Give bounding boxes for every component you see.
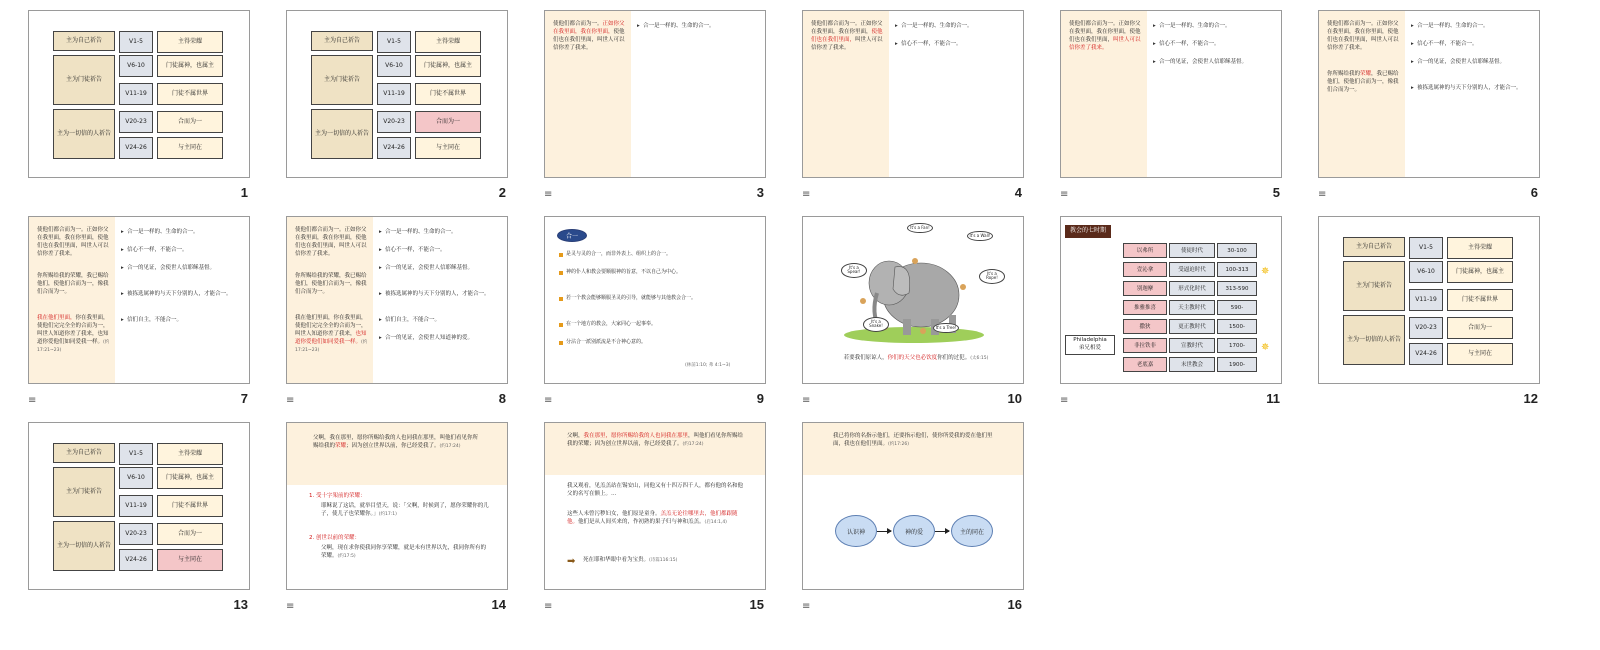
outline-section: 主为一切信的人祈告: [53, 521, 115, 571]
header-band: [287, 423, 508, 485]
notes-icon[interactable]: ≡: [286, 395, 295, 406]
head-b: ，叫他们看见你所赐给我的荣耀；因为创立世界以前，你已经爱我了。: [567, 433, 744, 447]
outline-topic: 与主同在: [1447, 343, 1513, 365]
slide-thumbnail[interactable]: [528, 206, 768, 406]
oneness-text-c: 使他们也在我们里面，: [1069, 28, 1141, 43]
outline-verse: V11-19: [1409, 289, 1443, 311]
church-era: 形式化时代: [1169, 281, 1215, 296]
slide-canvas[interactable]: [802, 10, 1024, 178]
slide-thumbnail[interactable]: [1302, 0, 1542, 200]
flow-arrow: [877, 531, 891, 532]
slide-canvas[interactable]: [544, 216, 766, 384]
outline-topic: 合而为一: [1447, 317, 1513, 339]
notes-icon[interactable]: ≡: [802, 189, 811, 200]
glory-paragraph: [1327, 71, 1403, 95]
slide-number: 4: [1014, 185, 1022, 200]
flow-node: 主的同在: [951, 515, 993, 547]
slide-canvas[interactable]: [802, 422, 1024, 590]
oneness-text-b: 正如你父在我里面，我在你里面，: [811, 21, 883, 35]
church-name: 老底嘉: [1123, 357, 1167, 372]
slide15-heading: [567, 433, 747, 449]
oneness-paragraph: [37, 227, 113, 259]
glory-c: ，我已赐给他们，使他们合而为一，像我们合而为一。: [295, 273, 367, 295]
elephant-leg: [903, 319, 911, 335]
oneness-text-b: 正如你父在我里面，我在你里面，: [1327, 21, 1399, 35]
oneness-text-a: 使他们都合而为一。: [295, 227, 345, 233]
slide-number: 13: [233, 597, 248, 612]
notes-icon[interactable]: ≡: [1318, 189, 1327, 200]
outline-verse: V24-26: [119, 137, 153, 159]
slide-canvas[interactable]: [28, 10, 250, 178]
philadelphia-label: [1065, 335, 1115, 355]
outline-verse: V1-5: [119, 31, 153, 53]
notes-icon[interactable]: ≡: [544, 189, 553, 200]
bullet-item: ▸ 信心不一样，不能合一。: [1153, 41, 1273, 49]
list-item: 在一个地方的教会，大家同心一起事奉。: [559, 321, 755, 328]
bullet-item: ▸ 信心不一样，不能合一。: [1411, 41, 1531, 49]
philadelphia-cn: 弟兄相爱: [1078, 344, 1101, 351]
outline-verse: V11-19: [119, 83, 153, 105]
outline-section: 主为门徒祈告: [53, 55, 115, 105]
list-item: 若一个教会能够顺服圣灵的引导，就能够与其他教会合一。: [559, 295, 755, 302]
oneness-text-d: 叫世人可以信你差了我来。: [37, 242, 109, 257]
church-era: 更正教时代: [1169, 319, 1215, 334]
star-icon: ✵: [1261, 266, 1270, 277]
oneness-text-a: 使他们都合而为一。: [553, 21, 603, 27]
outline-verse: V1-5: [119, 443, 153, 465]
outline-verse: V6-10: [377, 55, 411, 77]
church-name: 壹沁拿: [1123, 262, 1167, 277]
item1-body: [321, 503, 491, 519]
me-in-paragraph: [295, 315, 371, 355]
head-red: 我在那里，愿你所赐给我的人也同我在那里: [583, 433, 689, 439]
outline-topic: 与主同在: [157, 549, 223, 571]
slide-thumbnail[interactable]: [12, 206, 252, 406]
slide-number: 7: [240, 391, 248, 406]
church-year: 1500-: [1217, 319, 1257, 334]
slide-thumbnail[interactable]: [1044, 206, 1284, 406]
oneness-paragraph: [295, 227, 371, 259]
notes-icon[interactable]: ≡: [802, 395, 811, 406]
speech-bubble: It's a Tree!: [933, 323, 959, 333]
outline-section: 主为一切信的人祈告: [311, 109, 373, 159]
slide-thumbnail[interactable]: [1044, 0, 1284, 200]
outline-verse: V6-10: [119, 55, 153, 77]
head-ref: (约17:24): [682, 441, 704, 447]
outline-topic: 门徒不属世界: [157, 495, 223, 517]
body2-a: 这些人未曾污秽妇女，他们原是童身。: [567, 511, 661, 517]
outline-verse: V11-19: [119, 495, 153, 517]
glory-c: ，我已赐给他们，使他们合而为一，像我们合而为一。: [37, 273, 109, 295]
slide16-heading: [833, 433, 1003, 449]
slide-canvas[interactable]: [1318, 216, 1540, 384]
bullet-item: ▸ 合一是一样的、生命的合一。: [1411, 23, 1531, 31]
outline-topic: 门徒不属世界: [415, 83, 481, 105]
body2-b: 他们是从人间买来的，作初熟的果子归与神和羔羔。: [578, 518, 705, 525]
church-era: 受逼迫时代: [1169, 262, 1215, 277]
outline-verse: V6-10: [119, 467, 153, 489]
outline-topic: 主得荣耀: [415, 31, 481, 53]
outline-topic: 主得荣耀: [157, 443, 223, 465]
outline-topic: 合而为一: [415, 111, 481, 133]
oneness-text-d: 叫世人可以信你差了我来。: [553, 36, 625, 51]
oneness-text-b: 正如你父在我里面，我在你里面，: [1069, 21, 1141, 35]
slide-canvas[interactable]: [28, 216, 250, 384]
church-year: 100-313: [1217, 262, 1257, 277]
list-item: 分沾合一派别派流是不合神心意的。: [559, 339, 755, 346]
notes-icon[interactable]: ≡: [544, 395, 553, 406]
bullet-item: ▸ 信心不一样，不能合一。: [379, 247, 499, 255]
oneness-paragraph: [1327, 21, 1403, 53]
me-in-b: 你在我里面，使他们完完全全的合而为一，叫世人知道你差了我来，: [37, 315, 109, 337]
outline-verse: V20-23: [119, 523, 153, 545]
person: [920, 328, 926, 334]
slide-thumbnail[interactable]: [786, 0, 1026, 200]
church-name: 以弗所: [1123, 243, 1167, 258]
oneness-text-c: 使他们也在我们里面，: [553, 28, 625, 43]
elephant-illustration: [803, 223, 1024, 353]
church-name: 非拉铁非: [1123, 338, 1167, 353]
slide-canvas[interactable]: [286, 10, 508, 178]
slide-number: 2: [498, 185, 506, 200]
bullet-item: ▸ 合一是一样的、生命的合一。: [895, 23, 1015, 31]
slide-number: 14: [491, 597, 506, 612]
outline-verse: V1-5: [377, 31, 411, 53]
slide-number: 8: [498, 391, 506, 406]
philadelphia-en: Philadelphia: [1073, 337, 1107, 343]
outline-topic: 主得荣耀: [157, 31, 223, 53]
church-era: 使徒时代: [1169, 243, 1215, 258]
body1: 我又观看，见羔羔站在锡安山，同他又有十四万四千人，都有他的名和他父的名写在额上。…: [567, 483, 744, 497]
bullet-item: ▸ 合一是一样的、生命的合一。: [1153, 23, 1273, 31]
outline-verse: V20-23: [1409, 317, 1443, 339]
outline-topic: 门徒属神，也属主: [157, 55, 223, 77]
oneness-text-b: 正如你父在我里面，我在你里面，: [553, 21, 625, 35]
flow-arrow: [935, 531, 949, 532]
church-year: 590-: [1217, 300, 1257, 315]
me-in-ref: (约17:21~23): [295, 339, 368, 353]
grass: [844, 327, 984, 343]
slide-canvas[interactable]: [1060, 10, 1282, 178]
church-era: 天主教时代: [1169, 300, 1215, 315]
notes-icon[interactable]: ≡: [802, 601, 811, 612]
slide-thumbnail[interactable]: [786, 206, 1026, 406]
star-icon: ✵: [1261, 342, 1270, 353]
slide-thumbnail[interactable]: [270, 412, 510, 612]
head-b: ；因为创立世界以前，你已经爱我了。: [346, 442, 440, 449]
oneness-text-c: 使他们也在我们里面，: [1327, 28, 1399, 43]
church-era: 末世教会: [1169, 357, 1215, 372]
speech-bubble: It's a Snake!: [863, 317, 889, 332]
slide-canvas[interactable]: [802, 216, 1024, 384]
outline-section: 主为自己祈告: [311, 31, 373, 51]
bullet-item: ▸ 合一的见证，会使世人信耶稣基督。: [121, 265, 241, 273]
bullet-item: ▸ 合一的见证，会使世人信耶稣基督。: [379, 265, 499, 273]
oneness-paragraph: [811, 21, 887, 53]
slide10-caption: [831, 355, 1001, 363]
slide-canvas[interactable]: [28, 422, 250, 590]
glory-a: 你所赐给我的: [295, 273, 329, 279]
oneness-text-c: 使他们也在我们里面，: [295, 234, 367, 249]
outline-section: 主为自己祈告: [1343, 237, 1405, 257]
outline-topic: 主得荣耀: [1447, 237, 1513, 259]
slide-thumbnail[interactable]: [270, 0, 510, 200]
slide-thumbnail[interactable]: [528, 412, 768, 612]
church-name: 撒狄: [1123, 319, 1167, 334]
arrow-icon: ➡: [567, 556, 576, 567]
head-a: 父啊，: [567, 433, 584, 439]
body2: [567, 511, 747, 527]
slide-number: 6: [1530, 185, 1538, 200]
bullet-item: ▸ 合一是一样的、生命的合一。: [121, 229, 241, 237]
outline-section: 主为一切信的人祈告: [53, 109, 115, 159]
outline-verse: V24-26: [1409, 343, 1443, 365]
outline-verse: V20-23: [377, 111, 411, 133]
oneness-text-c: 使他们也在我们里面，: [37, 234, 109, 249]
slide-thumbnail[interactable]: [1302, 206, 1542, 406]
bullet-item: ▸ 合一的见证，会使世人信耶稣基督。: [1153, 59, 1273, 67]
outline-verse: V20-23: [119, 111, 153, 133]
speech-bubble: It's a Spear!: [841, 263, 867, 278]
me-in-ref: (约17:21~23): [37, 339, 110, 353]
outline-verse: V1-5: [1409, 237, 1443, 259]
glory-b: 荣耀: [328, 273, 340, 279]
item1-ref: (约17:1): [378, 511, 397, 517]
outline-section: 主为自己祈告: [53, 443, 115, 463]
notes-icon[interactable]: ≡: [544, 601, 553, 612]
church-year: 1900-: [1217, 357, 1257, 372]
slide-number: 12: [1523, 391, 1538, 406]
church-year: 313-590: [1217, 281, 1257, 296]
caption-a: 若要我们原谅人，: [843, 355, 888, 361]
slide-number: 5: [1272, 185, 1280, 200]
person: [960, 284, 966, 290]
arrow-text-ref: (诗篇116:15): [649, 558, 678, 563]
list-item: 神的仆人和教会要顺服神的旨意，不以自己为中心。: [559, 269, 755, 276]
oneness-text-c: 使他们也在我们里面，: [811, 28, 883, 43]
outline-topic: 与主同在: [157, 137, 223, 159]
church-year: 30-100: [1217, 243, 1257, 258]
head-ref: (约17:26): [888, 441, 909, 447]
elephant-ear: [893, 267, 910, 296]
outline-topic: 与主同在: [415, 137, 481, 159]
bullet-item: ▸ 被拣选属神的与天下分别的人，才能合一。: [121, 291, 241, 299]
slide-number: 15: [749, 597, 764, 612]
bullet-item: ▸ 信心不一样，不能合一。: [895, 41, 1015, 49]
slide-canvas[interactable]: [286, 216, 508, 384]
me-in-b: 你在我里面，使他们完完全全的合而为一，叫世人知道你差了我来，: [295, 315, 367, 337]
bullet-item: ▸ 信们自主，不能合一。: [379, 317, 499, 325]
flow-node: 神的爱: [893, 515, 935, 547]
oneness-text-a: 使他们都合而为一。: [37, 227, 87, 233]
oneness-text-a: 使他们都合而为一。: [811, 21, 861, 27]
item2-text: 父啊，现在求你使我同你享荣耀，就是未有世界以先，我同你所有的荣耀。: [321, 545, 487, 559]
oneness-text-b: 正如你父在我里面，我在你里面，: [37, 227, 109, 241]
oneness-paragraph: [1069, 21, 1145, 53]
body2-ref: (启14:1,4): [704, 519, 727, 525]
church-era: 宣教时代: [1169, 338, 1215, 353]
slide-canvas[interactable]: [1060, 216, 1282, 384]
glory-b: 荣耀: [1360, 71, 1372, 77]
item2-body: [321, 545, 491, 561]
notes-icon[interactable]: ≡: [28, 395, 37, 406]
bullet-item: ▸ 被拣选属神的与天下分别的人，才能合一。: [379, 291, 499, 299]
person: [912, 258, 918, 264]
list-item: 是灵与灵的合一，而非外表上、组织上的合一。: [559, 251, 755, 258]
oneness-oval: 合一: [557, 229, 587, 242]
oneness-text-d: 叫世人可以信你差了我来。: [1327, 36, 1399, 51]
head-text: 我已将你的名指示他们，还要指示他们，使你所爱我的爱在他们里面，我也在他们里面。: [833, 433, 993, 447]
bullet-item: ▸ 信心不一样，不能合一。: [121, 247, 241, 255]
seven-churches-title: 教会的七时期: [1065, 225, 1111, 238]
item1-text: 耶稣说了这话，就举目望天，说：「父啊，时候到了，愿你荣耀你的儿子，使儿子也荣耀你。」: [321, 503, 489, 517]
slide-number: 1: [240, 185, 248, 200]
slide9-ref: (林前1:10; 弗 4:1~3): [685, 363, 731, 368]
person: [860, 298, 866, 304]
slide-number: 11: [1266, 391, 1280, 406]
outline-section: 主为门徒祈告: [311, 55, 373, 105]
slide-thumbnail[interactable]: [786, 412, 1026, 612]
slide-number: 3: [756, 185, 764, 200]
caption-c: 你们的过犯。: [937, 355, 971, 361]
me-in-paragraph: [37, 315, 113, 355]
body2-red: 羔羔无论往哪里去，他们都跟随他。: [567, 511, 738, 525]
church-year: 1700-: [1217, 338, 1257, 353]
notes-icon[interactable]: ≡: [1060, 189, 1069, 200]
me-in-c: 也知道你爱他们如同爱我一样。: [295, 330, 367, 345]
outline-verse: V11-19: [377, 83, 411, 105]
outline-verse: V24-26: [119, 549, 153, 571]
bullet-item: ▸ 合一是一样的、生命的合一。: [637, 23, 757, 31]
outline-topic: 门徒属神，也属主: [415, 55, 481, 77]
oneness-text-b: 正如你父在我里面，我在你里面，: [295, 227, 367, 241]
speech-bubble: It's a Fan!: [907, 223, 933, 233]
arrow-text: [583, 557, 753, 565]
oneness-text-d: 叫世人可以信你差了我来。: [295, 242, 367, 257]
bullet-item: ▸ 合一的见证，会使世人知道神的爱。: [379, 335, 499, 343]
me-in-c: 也知道你爱他们如同爱我一样。: [37, 330, 109, 345]
caption-b: 你们的天父也必饮度: [887, 355, 938, 361]
slide-number: 9: [756, 391, 764, 406]
slide-thumbnail[interactable]: [12, 0, 252, 200]
outline-topic: 门徒属神，也属主: [157, 467, 223, 489]
slide-thumbnail[interactable]: [12, 412, 252, 612]
slide-canvas[interactable]: [544, 422, 766, 590]
bullet-item: ▸ 合一是一样的、生命的合一。: [379, 229, 499, 237]
slide-canvas[interactable]: [1318, 10, 1540, 178]
arrow-text-main: 死在耶和华眼中看为宝贵。: [583, 557, 650, 563]
header-band: [803, 423, 1024, 475]
outline-section: 主为门徒祈告: [1343, 261, 1405, 311]
oneness-text-d: 叫世人可以信你差了我来。: [811, 36, 883, 51]
speech-bubble: It's a Rope!: [979, 269, 1005, 284]
outline-verse: V6-10: [1409, 261, 1443, 283]
outline-topic: 合而为一: [157, 111, 223, 133]
slide-number: 16: [1007, 597, 1022, 612]
flow-node: 认识神: [835, 515, 877, 547]
oneness-paragraph: [553, 21, 629, 53]
outline-section: 主为门徒祈告: [53, 467, 115, 517]
speech-bubble: It's a Wall!: [967, 231, 993, 241]
item1-title: 1. 受十字架前的荣耀：: [309, 493, 366, 499]
glory-b: 荣耀: [70, 273, 82, 279]
bullet-item: ▸ 信们自主，不能合一。: [121, 317, 241, 325]
oneness-text-a: 使他们都合而为一。: [1327, 21, 1377, 27]
notes-icon[interactable]: ≡: [286, 601, 295, 612]
outline-topic: 合而为一: [157, 523, 223, 545]
oneness-text-a: 使他们都合而为一。: [1069, 21, 1119, 27]
outline-section: 主为自己祈告: [53, 31, 115, 51]
head-ref: (约17:24): [439, 443, 461, 449]
slide-thumbnail[interactable]: [270, 206, 510, 406]
item2-ref: (约17:5): [337, 553, 356, 559]
church-name: 别迦摩: [1123, 281, 1167, 296]
bullet-item: ▸ 合一的见证，会使世人信耶稣基督。: [1411, 59, 1531, 67]
slide-canvas[interactable]: [286, 422, 508, 590]
slide-number: 10: [1007, 391, 1022, 406]
notes-icon[interactable]: ≡: [1060, 395, 1069, 406]
item2-title: 2. 创世以前的荣耀：: [309, 535, 360, 541]
glory-a: 你所赐给我的: [37, 273, 71, 279]
outline-topic: 门徒属神，也属主: [1447, 261, 1513, 283]
me-in-a: 我在他们里面，: [37, 315, 76, 321]
glory-paragraph: [37, 273, 113, 297]
header-band: [545, 423, 766, 475]
head-red: 荣耀: [335, 442, 347, 449]
bullet-item: ▸ 被拣选属神的与天下分别的人，才能合一。: [1411, 85, 1531, 93]
glory-c: ，我已赐给他们，使他们合而为一，像我们合而为一。: [1327, 71, 1399, 93]
church-name: 推雅推喜: [1123, 300, 1167, 315]
outline-verse: V24-26: [377, 137, 411, 159]
glory-a: 你所赐给我的: [1327, 71, 1361, 77]
me-in-a: 我在他们里面，: [295, 315, 334, 321]
slide-thumbnail[interactable]: [528, 0, 768, 200]
outline-topic: 门徒不属世界: [157, 83, 223, 105]
outline-topic: 门徒不属世界: [1447, 289, 1513, 311]
outline-section: 主为一切信的人祈告: [1343, 315, 1405, 365]
head-a: 父啊，我在那里，愿你所赐给我的人也同我在那里，叫他们看见你所赐给我的: [313, 435, 479, 449]
slide-canvas[interactable]: [544, 10, 766, 178]
caption-ref: (太6:15): [970, 356, 989, 361]
oneness-text-d: 叫世人可以信你差了我来。: [1069, 36, 1141, 51]
slide14-heading: [313, 435, 483, 451]
glory-paragraph: [295, 273, 371, 297]
